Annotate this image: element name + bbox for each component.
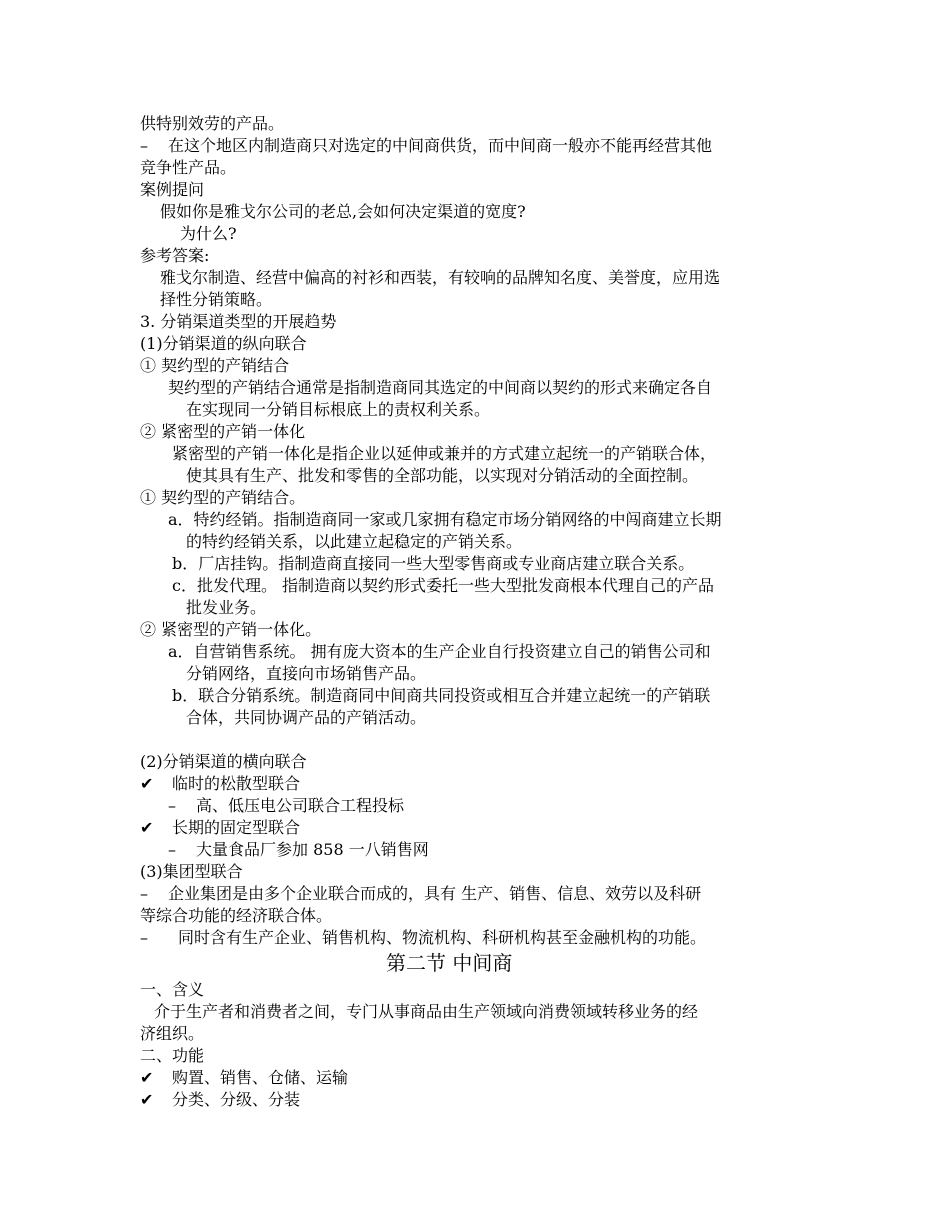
- text-line: 批发业务。: [186, 598, 267, 617]
- dash-bullet: –: [168, 796, 176, 815]
- text-line: 供特别效劳的产品。: [140, 114, 285, 133]
- dash-bullet: –: [168, 840, 176, 859]
- text-line: 合体，共同协调产品的产销活动。: [186, 708, 427, 727]
- text-line: b．联合分销系统。制造商同中间商共同投资或相互合并建立起统一的产销联: [172, 686, 711, 705]
- text-line: – 同时含有生产企业、销售机构、物流机构、科研机构甚至金融机构的功能。: [140, 928, 707, 947]
- text-line: 在实现同一分销目标根底上的责权利关系。: [186, 400, 491, 419]
- text-line: ✔ 购置、销售、仓储、运输: [140, 1068, 349, 1087]
- text-line: ① 契约型的产销结合。: [140, 488, 306, 507]
- text-line: ✔ 临时的松散型联合: [140, 774, 301, 793]
- text-line: a．自营销售系统。 拥有庞大资本的生产企业自行投资建立自己的销售公司和: [168, 642, 711, 661]
- text-line: ① 契约型的产销结合: [140, 356, 290, 375]
- text-line: 参考答案:: [140, 246, 210, 265]
- text-line: 等综合功能的经济联合体。: [140, 906, 333, 925]
- text-line: – 在这个地区内制造商只对选定的中间商供货，而中间商一般亦不能再经营其他: [140, 136, 713, 155]
- text-line: ② 紧密型的产销一体化: [140, 422, 306, 441]
- text-line: (1)分销渠道的纵向联合: [140, 334, 307, 353]
- text-line: 假如你是雅戈尔公司的老总,会如何决定渠道的宽度?: [160, 202, 526, 221]
- text-line: (2)分销渠道的横向联合: [140, 752, 307, 771]
- text-line: ✔ 长期的固定型联合: [140, 818, 301, 837]
- check-icon: ✔: [140, 1090, 154, 1109]
- text-line: 一、含义: [140, 980, 205, 999]
- section-heading: 第二节 中间商: [386, 951, 513, 975]
- text-line: ✔ 分类、分级、分装: [140, 1090, 301, 1109]
- text-line: (3)集团型联合: [140, 862, 243, 881]
- check-icon: ✔: [140, 774, 154, 793]
- text-line: 契约型的产销结合通常是指制造商同其选定的中间商以契约的形式来确定各自: [168, 378, 713, 397]
- text-line: 济组织。: [140, 1024, 205, 1043]
- text-line: 介于生产者和消费者之间，专门从事商品由生产领域向消费领域转移业务的经: [154, 1002, 699, 1021]
- text-line: 案例提问: [140, 180, 205, 199]
- text-line: a．特约经销。指制造商同一家或几家拥有稳定市场分销网络的中闯商建立长期: [168, 510, 722, 529]
- check-icon: ✔: [140, 818, 154, 837]
- text-line: 分销网络，直接向市场销售产品。: [186, 664, 427, 683]
- text-line: c．批发代理。 指制造商以契约形式委托一些大型批发商根本代理自己的产品: [172, 576, 715, 595]
- text-line: 竞争性产品。: [140, 158, 237, 177]
- text-line: 紧密型的产销一体化是指企业以延伸或兼并的方式建立起统一的产销联合体，: [172, 444, 717, 463]
- text-line: 雅戈尔制造、经营中偏高的衬衫和西装，有较响的品牌知名度、美誉度，应用选: [160, 268, 721, 287]
- text-line: 二、功能: [140, 1046, 205, 1065]
- text-line: ② 紧密型的产销一体化。: [140, 620, 322, 639]
- text-line: 3. 分销渠道类型的开展趋势: [140, 312, 337, 331]
- dash-bullet: –: [140, 136, 148, 155]
- dash-bullet: –: [140, 928, 148, 947]
- text-line: b．厂店挂钩。指制造商直接同一些大型零售商或专业商店建立联合关系。: [172, 554, 695, 573]
- text-line: 为什么?: [180, 224, 237, 243]
- text-line: – 大量食品厂参加 858 一八销售网: [168, 840, 429, 859]
- check-icon: ✔: [140, 1068, 154, 1087]
- text-line: – 企业集团是由多个企业联合而成的，具有 生产、销售、信息、效劳以及科研: [140, 884, 702, 903]
- text-line: – 高、低压电公司联合工程投标: [168, 796, 405, 815]
- dash-bullet: –: [140, 884, 148, 903]
- text-line: 使其具有生产、批发和零售的全部功能，以实现对分销活动的全面控制。: [186, 466, 699, 485]
- text-line: 的特约经销关系，以此建立起稳定的产销关系。: [186, 532, 523, 551]
- text-line: 择性分销策略。: [160, 290, 273, 309]
